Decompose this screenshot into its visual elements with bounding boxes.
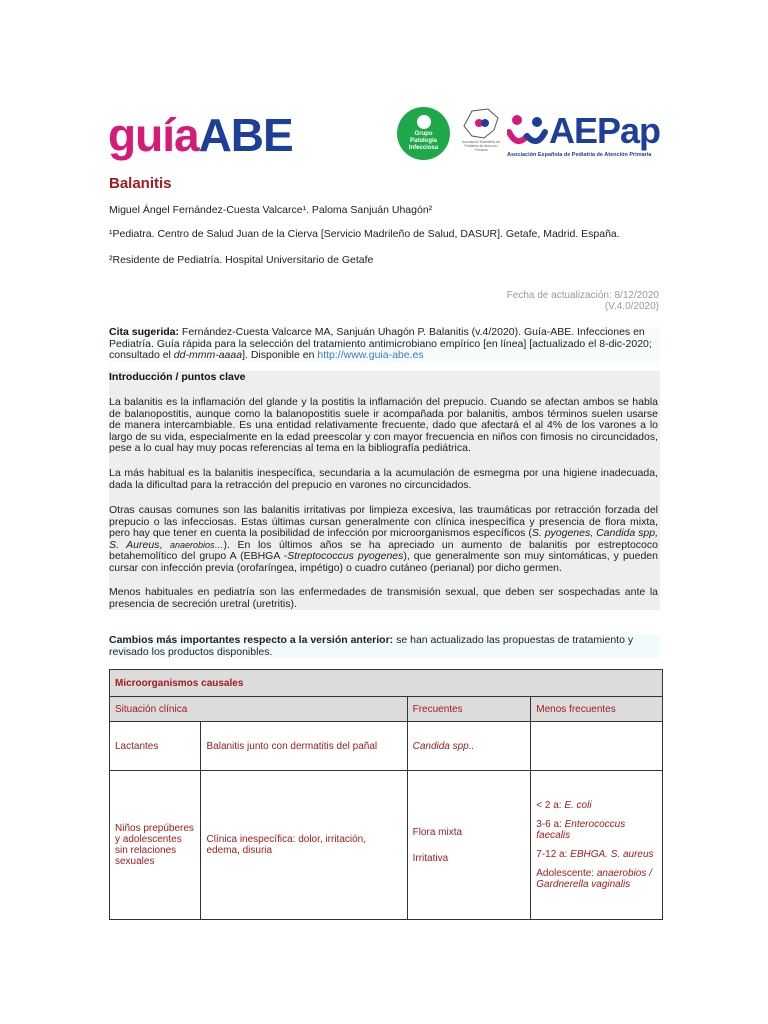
mf-item-3 (536, 849, 657, 860)
mf-3-organism: EBHGA. S. aureus (570, 849, 654, 860)
grupo-line2: Patología (409, 138, 437, 144)
p3-italic-1: S. pyogenes, Candida spp, S. Aureus (109, 527, 658, 551)
guia-logo-part1: guía (108, 109, 199, 161)
ampap-caption: Asociación Madrileña de Pediatría de Atención Primaria (461, 140, 501, 152)
mf-4-organism: anaerobios / Gardnerella vaginalis (536, 868, 652, 890)
citation-label: Cita sugerida: (109, 326, 180, 338)
p3-text-d: ), que generalmente son muy sintomáticas, y pueden cursar con infección previa (orofaríngea, impétigo) o cuadro cutáneo (perianal) por dicho germen. (109, 550, 658, 574)
update-info (507, 290, 659, 312)
row2-situation: Clínica inespecífica: dolor, irritación, edema, disuria (201, 771, 407, 920)
row2-menos-frecuentes (531, 771, 663, 920)
citation-italic: dd-mmm-aaaa (173, 349, 243, 361)
page-title: Balanitis (109, 175, 172, 192)
p3-italic-2: anaerobios… (169, 539, 224, 550)
header-situacion: Situación clínica (110, 697, 408, 722)
aepap-logo (507, 110, 661, 160)
row2-frecuentes (407, 771, 531, 920)
table-title-row (110, 670, 663, 697)
intro-heading: Introducción / puntos clave (109, 371, 246, 383)
table-header-row (110, 697, 663, 722)
guia-abe-logo (108, 109, 293, 161)
changes-note (109, 635, 660, 658)
microorganisms-table (109, 669, 663, 920)
table-row (110, 722, 663, 771)
intro-paragraph-4: Menos habituales en pediatría son las enfermedades de transmisión sexual, que deben ser sospechadas ante la presencia de secreción uretral (uretritis). (109, 586, 658, 610)
grupo-line1: Grupo (414, 131, 433, 137)
header-menos-frecuentes: Menos frecuentes (531, 697, 663, 722)
header-frecuentes: Frecuentes (407, 697, 531, 722)
row2-frec-1: Flora mixta (412, 826, 463, 838)
madrid-map-icon (458, 108, 504, 140)
mf-4-age: Adolescente: (536, 868, 597, 879)
changes-label: Cambios más importantes respecto a la versión anterior: (109, 634, 394, 646)
mf-item-2 (536, 819, 657, 841)
mf-1-age: < 2 a: (536, 800, 565, 811)
mf-item-4 (536, 868, 657, 890)
mf-1-organism: E. coli (564, 800, 592, 811)
mf-3-age: 7-12 a: (536, 849, 571, 860)
aepap-wordmark: AEPap (549, 110, 661, 151)
mf-item-1 (536, 800, 657, 811)
ampap-logo (458, 108, 504, 160)
row1-situation: Balanitis junto con dermatitis del pañal (201, 722, 407, 771)
p3-text-b: , (159, 538, 170, 551)
aepap-subtitle: Asociación Española de Pediatría de Atención Primaria (507, 152, 652, 158)
intro-paragraph-1: La balanitis es la inflamación del glande y la postitis la inflamación del prepucio. Cuando se afectan ambos se habla de balanopostitis, aunque como la balanopostitis suele ir acompañada por balanitis, ambos términos suelen usarse de manera intercambiable. Es una entidad relativamente frecuente, dado que afectará el al 4% de los varones a lo largo de su vida, especialmente en la edad preescolar y con mayor frecuencia en niños con fimosis no circuncidados, pese a lo cual hay muy pocas referencias al tema en la bibliografía pediátrica. (109, 396, 658, 454)
citation-link[interactable]: http://www.guia-abe.es (317, 349, 424, 361)
update-version: (V.4.0/2020) (604, 301, 659, 312)
guia-logo-part2: ABE (198, 109, 293, 161)
mf-2-age: 3-6 a: (536, 819, 565, 830)
table-title: Microorganismos causales (110, 670, 663, 697)
person-icon (417, 115, 431, 129)
p3-text-c: ). En los últimos años se ha apreciado un aumento de balanitis por estreptococo betahemolítico del grupo A (EBHGA - (109, 538, 658, 562)
row1-frecuentes: Candida spp.. (407, 722, 531, 771)
suggested-citation (109, 327, 660, 362)
mf-2-organism: Enterococcus faecalis (536, 819, 626, 841)
changes-text: se han actualizado las propuestas de tratamiento y revisado los productos disponibles. (109, 634, 634, 658)
row2-group: Niños prepúberes y adolescentes sin relaciones sexuales (110, 771, 201, 920)
grupo-line3: Infecciosa (408, 145, 439, 151)
affiliation-1: ¹Pediatra. Centro de Salud Juan de la Cierva [Servicio Madrileño de Salud, DASUR]. Getafe, Madrid. España. (109, 228, 620, 240)
row1-group: Lactantes (110, 722, 201, 771)
affiliation-2: ²Residente de Pediatría. Hospital Universitario de Getafe (109, 254, 374, 266)
intro-paragraph-2: La más habitual es la balanitis inespecífica, secundaria a la acumulación de esmegma por una higiene inadecuada, dada la dificultad para la retracción del prepucio en varones no circuncidados. (109, 467, 658, 491)
row2-frec-2: Irritativa (412, 852, 449, 864)
citation-text-2: ]. Disponible en (242, 349, 318, 361)
aepap-figures-icon (507, 112, 549, 150)
table-row (110, 771, 663, 920)
authors: Miguel Ángel Fernández-Cuesta Valcarce¹. Paloma Sanjuán Uhagón² (109, 204, 433, 216)
p3-text-a: Otras causas comunes son las balanitis irritativas por limpieza excesiva, las traumáticas por retracción forzada del prepucio o las infecciosas. Estas últimas cursan generalmente con clínica inespecífica y presencia de flora mixta, pero hay que tener en cuenta la posibilidad de infección por microorganismos específicos ( (109, 504, 658, 539)
update-date: Fecha de actualización: 8/12/2020 (506, 290, 659, 301)
row1-menos-frecuentes (531, 722, 663, 771)
grupo-patologia-logo (397, 107, 450, 160)
citation-text-1: Fernández-Cuesta Valcarce MA, Sanjuán Uhagón P. Balanitis (v.4/2020). Guía-ABE. Infecciones en Pediatría. Guía rápida para la selección del tratamiento antimicrobiano empírico [en línea] [actualizado el 8-dic-2020; consultado el (109, 326, 652, 361)
p3-italic-3: Streptococcus pyogenes (287, 550, 404, 562)
intro-paragraph-3 (109, 505, 658, 574)
